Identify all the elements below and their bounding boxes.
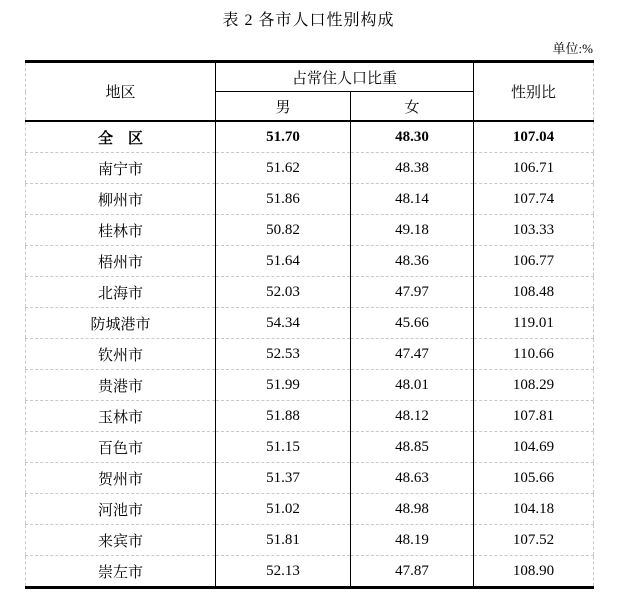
table-row [26, 246, 594, 277]
male-cell: 52.53 [216, 339, 351, 370]
table-row [26, 153, 594, 184]
sex-ratio-cell: 104.18 [474, 494, 594, 525]
male-cell: 50.82 [216, 215, 351, 246]
table-body [26, 121, 594, 588]
gender-composition-table [25, 60, 594, 589]
sex-ratio-cell: 103.33 [474, 215, 594, 246]
sex-ratio-cell: 107.52 [474, 525, 594, 556]
region-cell: 北海市 [26, 277, 216, 308]
table-row [26, 339, 594, 370]
region-cell: 河池市 [26, 494, 216, 525]
sex-ratio-cell: 105.66 [474, 463, 594, 494]
female-cell: 48.36 [351, 246, 474, 277]
female-cell: 49.18 [351, 215, 474, 246]
region-cell: 桂林市 [26, 215, 216, 246]
table-row [26, 215, 594, 246]
male-cell: 51.62 [216, 153, 351, 184]
table-row [26, 494, 594, 525]
female-cell: 48.01 [351, 370, 474, 401]
region-cell: 钦州市 [26, 339, 216, 370]
female-cell: 48.30 [351, 121, 474, 153]
header-male: 男 [216, 92, 351, 122]
male-cell: 51.81 [216, 525, 351, 556]
header-row-group [26, 62, 594, 92]
page-title: 表 2 各市人口性别构成 [222, 12, 395, 29]
male-cell: 51.86 [216, 184, 351, 215]
sex-ratio-cell: 107.04 [474, 121, 594, 153]
region-cell: 玉林市 [26, 401, 216, 432]
sex-ratio-cell: 110.66 [474, 339, 594, 370]
female-cell: 48.14 [351, 184, 474, 215]
table-row [26, 556, 594, 588]
male-cell: 51.37 [216, 463, 351, 494]
male-cell: 51.88 [216, 401, 351, 432]
header-region: 地区 [26, 62, 216, 122]
region-cell: 百色市 [26, 432, 216, 463]
female-cell: 48.85 [351, 432, 474, 463]
table-row [26, 277, 594, 308]
table-row [26, 370, 594, 401]
header-sex-ratio: 性别比 [474, 62, 594, 122]
table-header [26, 62, 594, 122]
sex-ratio-cell: 119.01 [474, 308, 594, 339]
female-cell: 48.38 [351, 153, 474, 184]
female-cell: 47.87 [351, 556, 474, 588]
table-row [26, 184, 594, 215]
region-cell: 崇左市 [26, 556, 216, 588]
female-cell: 48.98 [351, 494, 474, 525]
sex-ratio-cell: 107.81 [474, 401, 594, 432]
region-cell: 防城港市 [26, 308, 216, 339]
male-cell: 54.34 [216, 308, 351, 339]
table-row-total [26, 121, 594, 153]
female-cell: 45.66 [351, 308, 474, 339]
sex-ratio-cell: 107.74 [474, 184, 594, 215]
region-cell: 梧州市 [26, 246, 216, 277]
male-cell: 51.02 [216, 494, 351, 525]
region-cell: 柳州市 [26, 184, 216, 215]
female-cell: 47.47 [351, 339, 474, 370]
female-cell: 48.63 [351, 463, 474, 494]
region-cell: 来宾市 [26, 525, 216, 556]
female-cell: 47.97 [351, 277, 474, 308]
region-cell: 贺州市 [26, 463, 216, 494]
male-cell: 51.64 [216, 246, 351, 277]
female-cell: 48.12 [351, 401, 474, 432]
table-row [26, 463, 594, 494]
header-share-group: 占常住人口比重 [216, 62, 474, 92]
sex-ratio-cell: 108.29 [474, 370, 594, 401]
region-cell: 贵港市 [26, 370, 216, 401]
unit-label: 单位:% [552, 41, 593, 56]
table-row [26, 432, 594, 463]
sex-ratio-cell: 108.48 [474, 277, 594, 308]
table-row [26, 525, 594, 556]
male-cell: 52.13 [216, 556, 351, 588]
female-cell: 48.19 [351, 525, 474, 556]
sex-ratio-cell: 106.77 [474, 246, 594, 277]
table-row [26, 308, 594, 339]
header-female: 女 [351, 92, 474, 122]
male-cell: 51.99 [216, 370, 351, 401]
male-cell: 51.15 [216, 432, 351, 463]
sex-ratio-cell: 104.69 [474, 432, 594, 463]
region-cell: 全 区 [26, 121, 216, 153]
table-row [26, 401, 594, 432]
male-cell: 52.03 [216, 277, 351, 308]
region-cell: 南宁市 [26, 153, 216, 184]
sex-ratio-cell: 106.71 [474, 153, 594, 184]
male-cell: 51.70 [216, 121, 351, 153]
sex-ratio-cell: 108.90 [474, 556, 594, 588]
